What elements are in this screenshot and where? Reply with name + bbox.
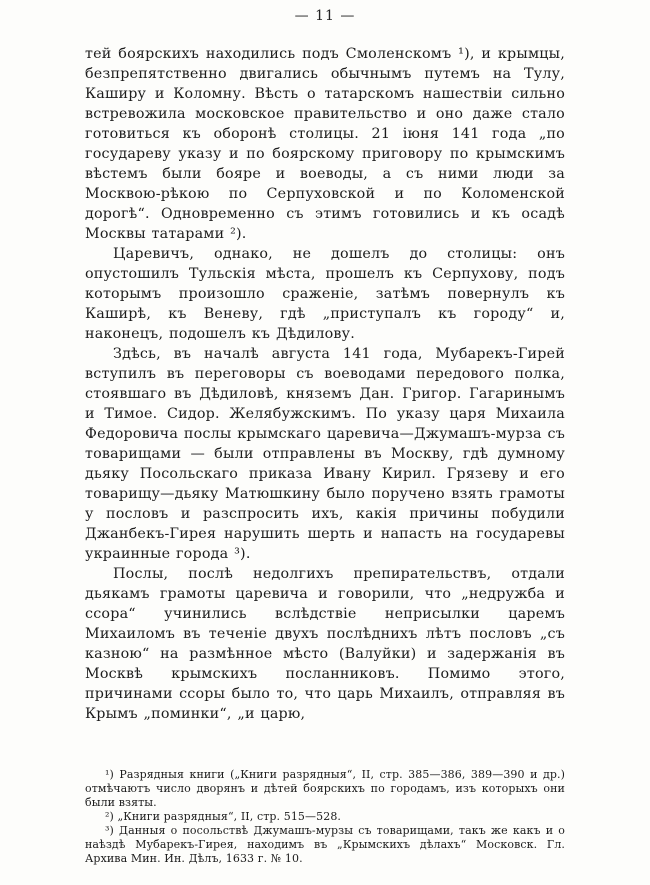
- paragraph: Царевичъ, однако, не дошелъ до столицы: онъ опустошилъ Тульскія мѣста, прошелъ къ Серпухову, подъ которымъ произошло сраженіе, затѣмъ повернулъ къ Каширѣ, къ Веневу, гдѣ „приступалъ къ городу“ и, наконецъ, подошелъ къ Дѣдилову.: [85, 246, 565, 342]
- footnote: ³) Данныя о посольствѣ Джумашъ-мурзы съ товарищами, такъ же какъ и о наѣздѣ Мубарекъ-Гирея, находимъ въ „Крымскихъ дѣлахъ“ Московск. Гл. Архива Мин. Ин. Дѣлъ, 1633 г. № 10.: [85, 824, 565, 865]
- footnotes-section: [85, 768, 565, 866]
- paragraph: Здѣсь, въ началѣ августа 141 года, Мубарекъ-Гирей вступилъ въ переговоры съ воеводами передового полка, стоявшаго въ Дѣдиловѣ, княземъ Дан. Григор. Гагаринымъ и Тимое. Сидор. Желябужскимъ. По указу царя Михаила Федоровича послы крымскаго царевича—Джумашъ-мурза съ товарищами — были отправлены въ Москву, гдѣ думному дьяку Посольскаго приказа Ивану Кирил. Грязеву и его товарищу—дьяку Матюшкину было поручено взять грамоты у пословъ и разспросить ихъ, какія причины побудили Джанбекъ-Гирея нарушить шерть и напасть на государевы украинные города ³).: [85, 346, 565, 562]
- footnote: ²) „Книги разрядныя“, II, стр. 515—528.: [105, 810, 342, 823]
- paragraph: Послы, послѣ недолгихъ препирательствъ, отдали дьякамъ грамоты царевича и говорили, что „недружба и ссора“ учинились вслѣдствіе неприсылки царемъ Михаиломъ въ теченіе двухъ послѣднихъ лѣтъ пословъ „съ казною“ на размѣнное мѣсто (Валуйки) и задержанія въ Москвѣ крымскихъ посланниковъ. Помимо этого, причинами ссоры было то, что царь Михаилъ, отправляя въ Крымъ „поминки“, „и царю,: [85, 566, 565, 722]
- page-body: [85, 44, 565, 724]
- footnote: ¹) Разрядныя книги („Книги разрядныя“, II, стр. 385—386, 389—390 и др.) отмѣчаютъ число дворянъ и дѣтей боярскихъ по городамъ, изъ которыхъ они были взяты.: [85, 768, 565, 809]
- paragraph-continuation: тей боярскихъ находились подъ Смоленскомъ ¹), и крымцы, безпрепятственно двигались обычнымъ путемъ на Тулу, Каширу и Коломну. Вѣсть о татарскомъ нашествіи сильно встревожила московское правительство и оно даже стало готовиться къ оборонѣ столицы. 21 іюня 141 года „по государеву указу и по боярскому приговору по крымскимъ вѣстемъ были бояре и воеводы, а съ ними люди за Москвою-рѣкою по Серпуховской и по Коломенской дорогѣ“. Одновременно съ этимъ готовились и къ осадѣ Москвы татарами ²).: [85, 46, 565, 242]
- page-number: — 11 —: [294, 8, 356, 24]
